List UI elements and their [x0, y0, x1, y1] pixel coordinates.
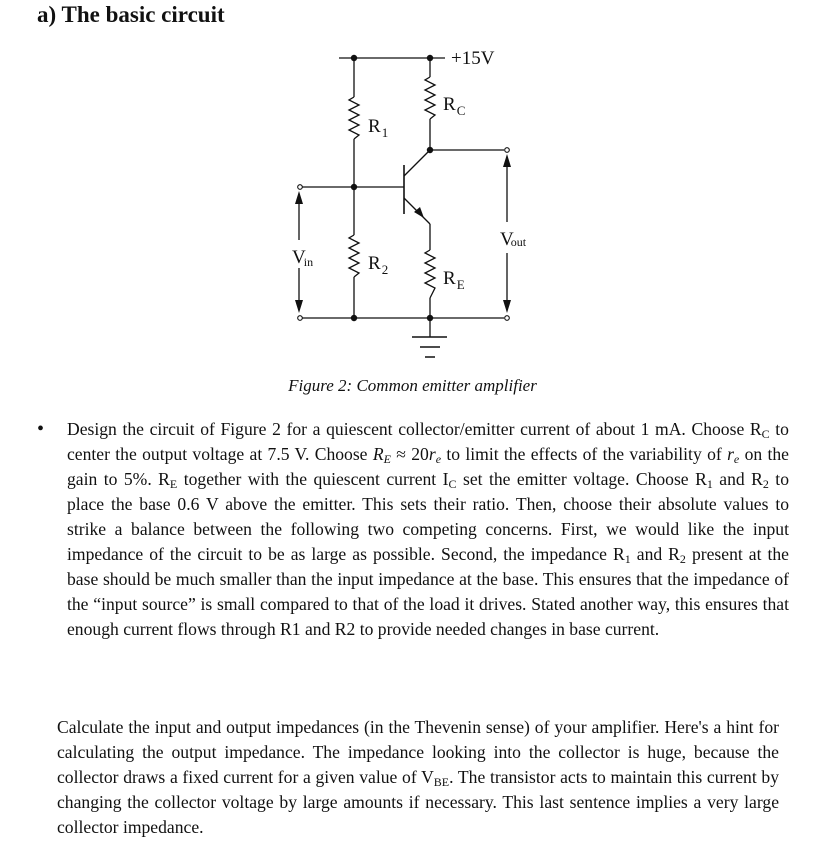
resistor-re-icon: [425, 250, 435, 298]
r1-label: $R_1$: [368, 116, 389, 140]
rc-label: $R_C$: [443, 94, 466, 118]
vin-arrow-up-icon: [295, 191, 303, 204]
bullet-icon: •: [37, 418, 45, 440]
impedance-paragraph: Calculate the input and output impedances (in the Thevenin sense) of your amplifier. Here's a hint for calculating the output impedance. The impedance looking into the collector is huge, because the collector draws a fixed current for a given value of $V_{BE}$. The transistor acts to maintain this current by changing the collector voltage by large amounts if necessary. This last sentence implies a very large collector impedance.: [57, 717, 779, 837]
r2-label: $R_2$: [368, 253, 389, 277]
vin-arrow-down-icon: [295, 300, 303, 313]
vout-arrow-up-icon: [503, 154, 511, 167]
resistor-r2-icon: [349, 235, 359, 277]
section-heading: a) The basic circuit: [37, 2, 225, 27]
vin-label: Vin: [292, 247, 314, 269]
design-paragraph: Design the circuit of Figure 2 for a quiescent collector/emitter current of about 1 mA. Choose $R_C$ to center the output voltage at 7.5 V. Choose $R_E \approx 20r_e$ to limit the effects of the variability of $r_e$ on the gain to 5%. $R_E$ together with the quiescent current $I_C$ set the emitter voltage. Choose $R_1$ and $R_2$ to place the base 0.6 V above the emitter. This sets their ratio. Then, choose their absolute values to strike a balance between the following two competing concerns. First, we would like the input impedance of the circuit to be as large as possible. Second, the impedance $R_1$ and $R_2$ present at the base should be much smaller than the input impedance at the base. This ensures that the impedance of the “input source” is small compared to that of the load it drives. Stated another way, this ensures that enough current flows through R1 and R2 to provide needed changes in base current.: [67, 419, 789, 639]
junction-dots: [351, 55, 433, 321]
figure-caption: Figure 2: Common emitter amplifier: [288, 376, 537, 395]
vout-arrow-down-icon: [503, 300, 511, 313]
common-emitter-circuit-diagram: [0, 0, 829, 400]
vout-label: Vout: [500, 229, 527, 250]
resistor-rc-icon: [425, 77, 435, 119]
re-label: $R_E$: [443, 268, 465, 292]
resistor-r1-icon: [349, 97, 359, 139]
supply-voltage-label: +15V: [451, 48, 495, 69]
